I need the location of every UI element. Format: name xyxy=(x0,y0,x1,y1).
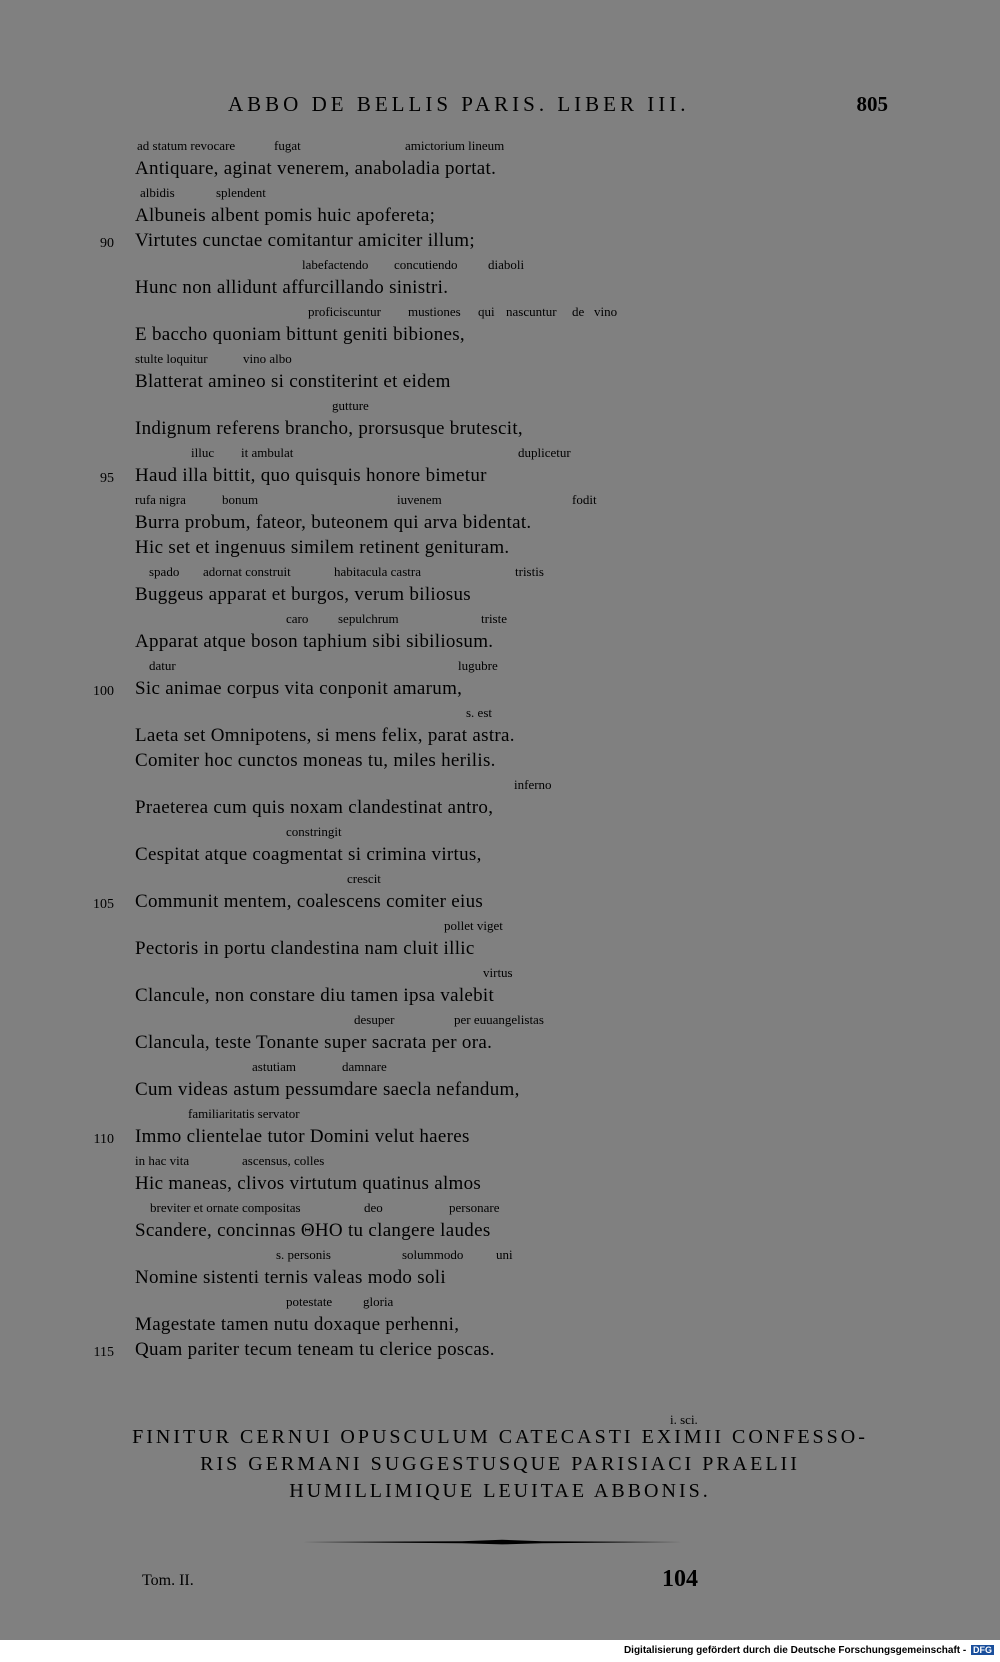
verse-text: Buggeus apparat et burgos, verum biliosus xyxy=(135,584,471,605)
gloss-line xyxy=(0,1010,1000,1032)
gloss-line xyxy=(0,1245,1000,1267)
verse-text: Virtutes cunctae comitantur amiciter illum; xyxy=(135,230,475,251)
verse-text: Pectoris in portu clandestina nam cluit illic xyxy=(135,938,475,959)
verse-line xyxy=(0,891,1000,916)
gloss-word: stulte loquitur xyxy=(135,351,208,366)
gloss-word: qui xyxy=(478,304,495,319)
gloss-word: pollet viget xyxy=(444,918,503,933)
verse-text: Albuneis albent pomis huic apofereta; xyxy=(135,205,436,226)
verse-text: Laeta set Omnipotens, si mens felix, parat astra. xyxy=(135,725,515,746)
verse-text: Praeterea cum quis noxam clandestinat antro, xyxy=(135,797,494,818)
verse-text: Cespitat atque coagmentat si crimina virtus, xyxy=(135,844,482,865)
gloss-word: mustiones xyxy=(408,304,461,319)
gloss-word: diaboli xyxy=(488,257,525,272)
digitization-credit xyxy=(624,1645,994,1656)
verse-text: Burra probum, fateor, buteonem qui arva bidentat. xyxy=(135,512,532,533)
verse-text: Communit mentem, coalescens comiter eius xyxy=(135,891,484,912)
gloss-line xyxy=(0,443,1000,465)
gloss-line xyxy=(0,703,1000,725)
gloss-line xyxy=(0,916,1000,938)
gloss-word: s. est xyxy=(466,705,492,720)
line-number: 115 xyxy=(93,1345,114,1360)
gloss-word: lugubre xyxy=(458,658,498,673)
verse-line xyxy=(0,537,1000,562)
gloss-word: illuc xyxy=(191,445,215,460)
verse-text: E baccho quoniam bittunt geniti bibiones, xyxy=(135,324,465,345)
gloss-word: familiaritatis servator xyxy=(188,1106,300,1121)
gloss-word: ascensus, colles xyxy=(242,1153,325,1168)
gloss-word: potestate xyxy=(286,1294,333,1309)
gloss-line xyxy=(0,869,1000,891)
gloss-line xyxy=(0,255,1000,277)
gloss-word: damnare xyxy=(342,1059,387,1074)
gloss-word: sepulchrum xyxy=(338,611,399,626)
page-number: 805 xyxy=(856,92,888,116)
gloss-word: vino xyxy=(594,304,618,319)
verse-line xyxy=(0,985,1000,1010)
gloss-word: triste xyxy=(481,611,507,626)
colophon-line: FINITUR CERNUI OPUSCULUM CATECASTI EXIMII CONFESSO- xyxy=(132,1426,868,1448)
running-header xyxy=(0,92,1000,122)
gloss-line xyxy=(0,1104,1000,1126)
gloss-word: solummodo xyxy=(402,1247,464,1262)
gloss-line xyxy=(0,136,1000,158)
gloss-word: splendent xyxy=(216,185,266,200)
gloss-line xyxy=(0,302,1000,324)
gloss-line xyxy=(0,490,1000,512)
gloss-line xyxy=(0,775,1000,797)
gloss-word: iuvenem xyxy=(397,492,442,507)
gloss-word: fugat xyxy=(274,138,301,153)
gloss-word: gloria xyxy=(363,1294,394,1309)
gloss-word: rufa nigra xyxy=(135,492,186,507)
gloss-word: de xyxy=(572,304,585,319)
verse-line xyxy=(0,512,1000,537)
gloss-word: gutture xyxy=(332,398,369,413)
gloss-line xyxy=(0,396,1000,418)
verse-text: Hunc non allidunt affurcillando sinistri. xyxy=(135,277,449,298)
line-number: 100 xyxy=(93,684,114,699)
gloss-line xyxy=(0,562,1000,584)
colophon xyxy=(0,1412,1000,1505)
poem-body xyxy=(0,136,1000,1364)
verse-line xyxy=(0,750,1000,775)
verse-text: Antiquare, aginat venerem, anaboladia portat. xyxy=(135,158,497,179)
verse-line xyxy=(0,1032,1000,1057)
gloss-word: albidis xyxy=(140,185,175,200)
verse-text: Apparat atque boson taphium sibi sibiliosum. xyxy=(135,631,494,652)
verse-line xyxy=(0,158,1000,183)
gloss-word: crescit xyxy=(347,871,381,886)
verse-line xyxy=(0,844,1000,869)
line-number: 110 xyxy=(93,1132,114,1147)
gloss-word: proficiscuntur xyxy=(308,304,381,319)
verse-text: Clancula, teste Tonante super sacrata per ora. xyxy=(135,1032,493,1053)
gloss-word: astutiam xyxy=(252,1059,297,1074)
verse-text: Hic maneas, clivos virtutum quatinus almos xyxy=(135,1173,482,1194)
gloss-word: ad statum revocare xyxy=(137,138,236,153)
gloss-word: uni xyxy=(496,1247,513,1262)
gloss-word: personare xyxy=(449,1200,500,1215)
gloss-line xyxy=(0,1151,1000,1173)
verse-text: Sic animae corpus vita conponit amarum, xyxy=(135,678,463,699)
gloss-word: inferno xyxy=(514,777,552,792)
verse-text: Scandere, concinnas ΘΗΟ tu clangere laudes xyxy=(135,1220,491,1241)
verse-text: Clancule, non constare diu tamen ipsa valebit xyxy=(135,985,495,1006)
gloss-word: virtus xyxy=(483,965,513,980)
verse-text: Indignum referens brancho, prorsusque brutescit, xyxy=(135,418,523,439)
verse-line xyxy=(0,631,1000,656)
verse-line xyxy=(0,1220,1000,1245)
verse-text: Nomine sistenti ternis valeas modo soli xyxy=(135,1267,446,1288)
gloss-line xyxy=(0,1292,1000,1314)
gloss-word: concutiendo xyxy=(394,257,458,272)
gloss-line xyxy=(0,349,1000,371)
gloss-word: datur xyxy=(149,658,176,673)
verse-text: Immo clientelae tutor Domini velut haeres xyxy=(135,1126,470,1147)
verse-line xyxy=(0,1126,1000,1151)
verse-text: Cum videas astum pessumdare saecla nefandum, xyxy=(135,1079,520,1100)
colophon-gloss: i. sci. xyxy=(670,1412,698,1427)
line-number: 95 xyxy=(100,471,114,486)
verse-line xyxy=(0,1339,1000,1364)
verse-text: Hic set et ingenuus similem retinent genituram. xyxy=(135,537,510,558)
gloss-line xyxy=(0,609,1000,631)
gloss-word: amictorium lineum xyxy=(405,138,505,153)
verse-line xyxy=(0,1079,1000,1104)
gloss-word: nascuntur xyxy=(506,304,557,319)
verse-line xyxy=(0,324,1000,349)
verse-line xyxy=(0,465,1000,490)
verse-text: Haud illa bittit, quo quisquis honore bimetur xyxy=(135,465,487,486)
gloss-word: spado xyxy=(149,564,180,579)
gloss-word: deo xyxy=(364,1200,383,1215)
verse-line xyxy=(0,938,1000,963)
colophon-line: RIS GERMANI SUGGESTUSQUE PARISIACI PRAELII xyxy=(200,1453,800,1475)
verse-line xyxy=(0,797,1000,822)
gloss-word: habitacula castra xyxy=(334,564,421,579)
ornamental-rule xyxy=(302,1539,682,1545)
gloss-word: adornat construit xyxy=(203,564,291,579)
verse-line xyxy=(0,725,1000,750)
verse-line xyxy=(0,1314,1000,1339)
verse-line xyxy=(0,418,1000,443)
gloss-line xyxy=(0,963,1000,985)
gloss-word: per euuangelistas xyxy=(454,1012,544,1027)
gloss-line xyxy=(0,183,1000,205)
verse-line xyxy=(0,1173,1000,1198)
gloss-word: breviter et ornate compositas xyxy=(150,1200,301,1215)
gloss-word: tristis xyxy=(515,564,544,579)
gloss-line xyxy=(0,1057,1000,1079)
gloss-word: in hac vita xyxy=(135,1153,190,1168)
gloss-word: s. personis xyxy=(276,1247,331,1262)
verse-text: Blatterat amineo si constiterint et eidem xyxy=(135,371,451,392)
gloss-word: constringit xyxy=(286,824,342,839)
verse-line xyxy=(0,277,1000,302)
gloss-word: labefactendo xyxy=(302,257,369,272)
gloss-word: duplicetur xyxy=(518,445,571,460)
credit-text: Digitalisierung gefördert durch die Deutsche Forschungsgemeinschaft - xyxy=(623,1645,967,1656)
verse-line xyxy=(0,584,1000,609)
gloss-word: bonum xyxy=(222,492,259,507)
running-title: ABBO DE BELLIS PARIS. LIBER III. xyxy=(228,92,690,116)
gloss-line xyxy=(0,822,1000,844)
verse-line xyxy=(0,371,1000,396)
line-number: 105 xyxy=(93,897,114,912)
verse-line xyxy=(0,678,1000,703)
gloss-word: caro xyxy=(286,611,309,626)
tome-label: Tom. II. xyxy=(142,1572,194,1589)
gloss-word: desuper xyxy=(354,1012,395,1027)
verse-text: Quam pariter tecum teneam tu clerice poscas. xyxy=(135,1339,495,1360)
gloss-word: fodit xyxy=(572,492,597,507)
verse-line xyxy=(0,230,1000,255)
verse-text: Comiter hoc cunctos moneas tu, miles herilis. xyxy=(135,750,496,771)
gloss-line xyxy=(0,656,1000,678)
verse-line xyxy=(0,1267,1000,1292)
gloss-word: it ambulat xyxy=(241,445,294,460)
line-number: 90 xyxy=(100,236,114,251)
gloss-line xyxy=(0,1198,1000,1220)
dfg-logo-icon: DFG xyxy=(973,1645,992,1655)
signature-mark: 104 xyxy=(662,1566,698,1592)
verse-text: Magestate tamen nutu doxaque perhenni, xyxy=(135,1314,460,1335)
verse-line xyxy=(0,205,1000,230)
colophon-line: HUMILLIMIQUE LEUITAE ABBONIS. xyxy=(289,1480,711,1502)
gloss-word: vino albo xyxy=(243,351,292,366)
